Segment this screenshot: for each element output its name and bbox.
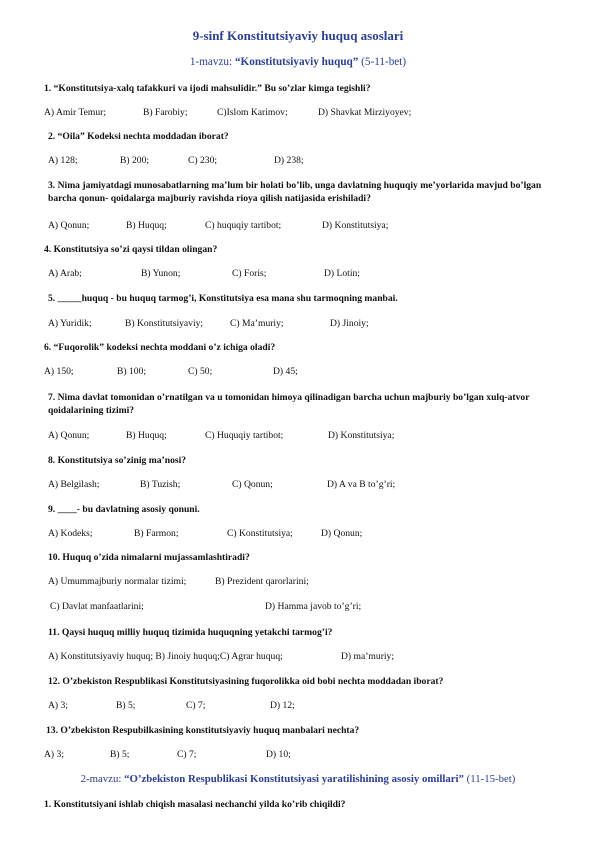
option-a-b-c: A) Konstitutsiyaviy huquq; B) Jinoiy huquq;C) Agrar huquq; [48, 651, 283, 662]
question-12: 12. O’zbekiston Respublikasi Konstitutsiyasining fuqorolikka oid bobi nechta moddadan iborat? [48, 676, 444, 687]
option-a: A) Amir Temur; [44, 107, 107, 118]
option-d: D) ma’muriy; [341, 651, 395, 662]
question-9: 9. ____- bu davlatning asosiy qonuni. [48, 504, 200, 515]
question-11: 11. Qaysi huquq milliy huquq tizimida huquqning yetakchi tarmog’i? [48, 627, 333, 638]
option-c: C) Konstitutsiya; [227, 528, 293, 539]
option-b: B) Farobiy; [143, 107, 188, 118]
option-a: A) Qonun; [48, 430, 90, 441]
option-c: C) Foris; [232, 268, 267, 279]
option-b: B) Huquq; [126, 430, 167, 441]
option-d: D) 10; [266, 749, 291, 760]
option-a: A) Belgilash; [48, 479, 100, 490]
option-a: A) 3; [44, 749, 64, 760]
option-b: B) Tuzish; [140, 479, 181, 490]
option-d: D) Shavkat Mirziyoyev; [318, 107, 412, 118]
section-2-name: “O’zbekiston Respublikasi Konstitutsiyasi yaratilishining asosiy omillari” [124, 773, 464, 785]
section-2-heading [0, 773, 596, 785]
section-1-name: “Konstitutsiyaviy huquq” [234, 56, 359, 68]
option-c: C) Qonun; [232, 479, 273, 490]
section-1-pages: (5-11-bet) [358, 56, 407, 68]
option-c: C) Huquqiy tartibot; [205, 430, 284, 441]
section-2-prefix: 2-mavzu: [80, 773, 125, 785]
option-a: A) Arab; [48, 268, 82, 279]
option-c: C) 7; [177, 749, 197, 760]
question-10: 10. Huquq o’zida nimalarni mujassamlashtiradi? [48, 552, 250, 563]
option-d: D) 238; [274, 155, 304, 166]
option-b: B) Yunon; [141, 268, 181, 279]
option-d: D) Lotin; [324, 268, 360, 279]
question-1: 1. “Konstitutsiya-xalq tafakkuri va ijodi mahsulidir.” Bu so’zlar kimga tegishli? [44, 83, 371, 94]
question-13: 13. O’zbekiston Respubilkasining konstitutsiyaviy huquq manbalari nechta? [46, 725, 360, 736]
option-a: A) 128; [48, 155, 78, 166]
option-c: C) 230; [188, 155, 218, 166]
option-d: D) A va B to’g’ri; [327, 479, 396, 490]
option-c: C)Islom Karimov; [217, 107, 288, 118]
section-1-prefix: 1-mavzu: [189, 56, 235, 68]
option-d: D) Konstitutsiya; [322, 220, 389, 231]
question-4: 4. Konstitutsiya so’zi qaysi tildan olingan? [44, 244, 218, 255]
question-8: 8. Konstitutsiya so’zinig ma’nosi? [48, 455, 187, 466]
section-2-question-1: 1. Konstitutsiyani ishlab chiqish masalasi nechanchi yilda ko’rib chiqildi? [44, 799, 346, 810]
document-title: 9-sinf Konstitutsiyaviy huquq asoslari [192, 28, 404, 43]
question-5: 5. _____huquq - bu huquq tarmog’i, Konstitutsiya esa mana shu tarmoqning manbai. [48, 293, 398, 304]
option-c: C) Davlat manfaatlarini; [50, 601, 144, 612]
option-a: A) Qonun; [48, 220, 90, 231]
section-1-heading [0, 56, 596, 68]
option-d: D) Qonun; [321, 528, 363, 539]
option-d: D) Konstitutsiya; [328, 430, 395, 441]
option-d: D) Hamma javob to’g’ri; [265, 601, 362, 612]
option-b: B) 5; [116, 700, 136, 711]
option-a: A) Yuridik; [48, 318, 92, 329]
option-b: B) Prezident qarorlarini; [215, 576, 309, 587]
option-b: B) Konstitutsiyaviy; [125, 318, 204, 329]
option-d: D) 12; [270, 700, 295, 711]
option-d: D) 45; [273, 366, 298, 377]
option-a: A) Kodeks; [48, 528, 93, 539]
option-a: A) 150; [44, 366, 74, 377]
option-d: D) Jinoiy; [330, 318, 369, 329]
question-6: 6. “Fuqorolik” kodeksi nechta moddani o’z ichiga oladi? [44, 342, 276, 353]
section-2-pages: (11-15-bet) [463, 773, 516, 785]
option-c: C) 50; [188, 366, 213, 377]
question-7: 7. Nima davlat tomonidan o’rnatilgan va u tomonidan himoya qilinadigan barcha uchun majburiy bo’lgan xulq-atvor qoidalarining tizimi? [48, 392, 530, 416]
option-b: B) 200; [120, 155, 150, 166]
option-a: A) 3; [48, 700, 68, 711]
option-b: B) 5; [110, 749, 130, 760]
option-b: B) 100; [117, 366, 147, 377]
option-b: B) Farmon; [134, 528, 179, 539]
option-b: B) Huquq; [126, 220, 167, 231]
option-c: C) Ma’muriy; [230, 318, 284, 329]
question-2: 2. “Oila” Kodeksi nechta moddadan iborat? [48, 131, 229, 142]
option-a: A) Umummajburiy normalar tizimi; [48, 576, 187, 587]
question-3: 3. Nima jamiyatdagi munosabatlarning ma’lum bir holati bo’lib, unga davlatning huquqiy me’yorlarida mavjud bo’lgan barcha qonun- qoidalarga majburiy ravishda rioya qilish natijasida erishiladi? [48, 180, 542, 204]
option-c: C) huquqiy tartibot; [205, 220, 282, 231]
option-c: C) 7; [186, 700, 206, 711]
